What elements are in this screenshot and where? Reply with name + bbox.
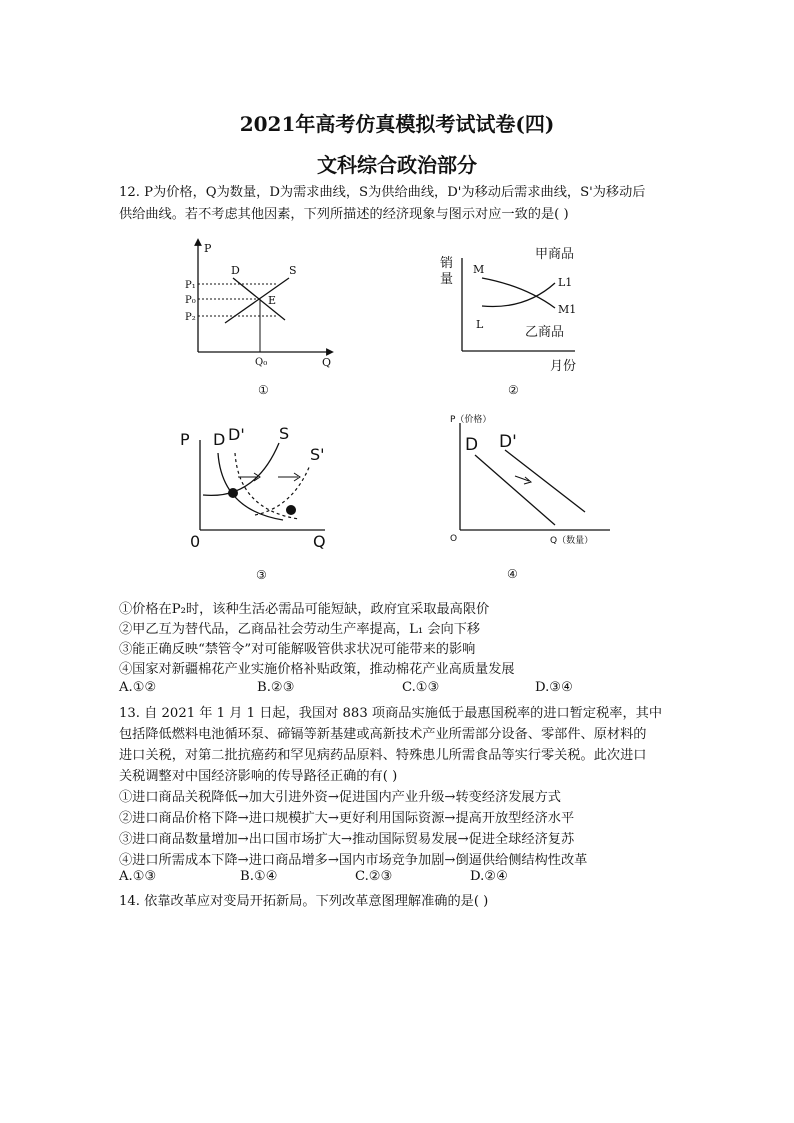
fig1-s-label: S — [289, 264, 297, 277]
fig1-y-label: P — [204, 242, 212, 255]
fig4-curve-d-prime — [505, 450, 585, 512]
figure-2-sales-volume — [440, 238, 615, 400]
fig3-curve-s-prime — [255, 465, 310, 515]
q13-stem-line2: 包括降低燃料电池循环泵、碲镉等新基建或高新技术产业所需部分设备、零部件、原材料的 — [119, 727, 647, 742]
fig1-x-label: Q — [322, 356, 332, 369]
q13-statement-2: ②进口商品价格下降→进口规模扩大→更好利用国际资源→提高开放型经济水平 — [119, 811, 575, 826]
q13-option-d[interactable]: D.②④ — [470, 869, 508, 884]
fig3-caption: ③ — [256, 568, 267, 582]
fig4-d-prime-label: D' — [499, 432, 517, 452]
fig4-x-label: Q（数量） — [550, 536, 594, 546]
fig1-p0-label: P₀ — [185, 295, 196, 306]
fig3-point-1 — [228, 488, 238, 498]
fig2-goods-a: 甲商品 — [535, 247, 575, 262]
q12-option-d[interactable]: D.③④ — [535, 680, 573, 695]
fig3-s-prime-label: S' — [310, 445, 325, 464]
fig1-d-label: D — [231, 264, 240, 277]
fig3-origin: 0 — [190, 532, 201, 551]
q13-statement-1: ①进口商品关税降低→加大引进外资→促进国内产业升级→转变经济发展方式 — [119, 790, 561, 805]
figure-1-supply-demand — [185, 238, 345, 400]
page-subtitle: 文科综合政治部分 — [317, 153, 477, 177]
fig3-x-label: Q — [313, 532, 326, 551]
fig3-d-label: D — [213, 430, 226, 449]
q13-options — [119, 869, 679, 887]
fig2-y-label-2: 量 — [440, 272, 454, 287]
fig3-y-label: P — [180, 430, 190, 449]
q13-option-b[interactable]: B.①④ — [240, 869, 278, 884]
q12-option-b[interactable]: B.②③ — [257, 680, 295, 695]
q12-option-a[interactable]: A.①② — [119, 680, 157, 695]
fig3-s-label: S — [279, 424, 290, 443]
fig3-curve-d — [218, 453, 283, 520]
q13-stem-line1: 13. 自 2021 年 1 月 1 日起，我国对 883 项商品实施低于最惠国税率的进口暂定税率，其中 — [119, 706, 663, 721]
fig2-l-label: L — [476, 318, 484, 331]
fig1-p2-label: P₂ — [185, 312, 196, 323]
fig2-m-label: M — [473, 263, 485, 276]
q13-stem-line4: 关税调整对中国经济影响的传导路径正确的有( ) — [119, 769, 398, 784]
q12-statement-2: ②甲乙互为替代品，乙商品社会劳动生产率提高，L₁ 会向下移 — [119, 622, 481, 637]
q12-stem-line1: 12. P为价格，Q为数量，D为需求曲线，S为供给曲线，D'为移动后需求曲线，S'为移动后 — [119, 185, 646, 200]
fig3-point-2 — [286, 505, 296, 515]
fig4-origin: O — [450, 534, 458, 544]
figure-4-demand-shift — [445, 405, 620, 585]
fig4-d-label: D — [465, 435, 479, 455]
fig1-caption: ① — [258, 383, 269, 397]
q12-option-c[interactable]: C.①③ — [402, 680, 440, 695]
fig2-x-label: 月份 — [550, 359, 577, 374]
fig2-caption: ② — [508, 383, 519, 397]
page-title: 2021年高考仿真模拟考试试卷(四) — [239, 112, 555, 136]
fig1-q0-label: Q₀ — [255, 357, 268, 368]
q13-statement-4: ④进口所需成本下降→进口商品增多→国内市场竞争加剧→倒逼供给侧结构性改革 — [119, 853, 588, 868]
fig2-y-label-1: 销 — [440, 256, 454, 271]
fig2-curve-l — [482, 283, 555, 307]
q12-statement-4: ④国家对新疆棉花产业实施价格补贴政策，推动棉花产业高质量发展 — [119, 662, 515, 677]
fig3-d-prime-label: D' — [228, 425, 245, 444]
fig4-caption: ④ — [507, 567, 518, 581]
q12-statement-3: ③能正确反映“禁管令”对可能解吸管供求状况可能带来的影响 — [119, 642, 476, 657]
q12-options — [119, 680, 679, 698]
q13-statement-3: ③进口商品数量增加→出口国市场扩大→推动国际贸易发展→促进全球经济复苏 — [119, 832, 575, 847]
fig2-m1-label: M1 — [558, 303, 577, 316]
q13-option-c[interactable]: C.②③ — [355, 869, 393, 884]
fig3-curve-s — [203, 443, 279, 495]
fig2-l1-label: L1 — [558, 276, 573, 289]
q12-stem-line2: 供给曲线。若不考虑其他因素，下列所描述的经济现象与图示对应一致的是( ) — [119, 207, 569, 222]
fig1-p1-label: P₁ — [185, 280, 196, 291]
fig4-y-label: P（价格） — [450, 415, 492, 425]
figure-3-curve-shift — [175, 415, 355, 585]
q14-stem: 14. 依靠改革应对变局开拓新局。下列改革意图理解准确的是( ) — [119, 894, 489, 909]
q13-stem-line3: 进口关税，对第二批抗癌药和罕见病药品原料、特殊患儿所需食品等实行零关税。此次进口 — [119, 748, 647, 763]
fig1-e-label: E — [268, 294, 277, 307]
q12-statement-1: ①价格在P₂时，该种生活必需品可能短缺，政府宜采取最高限价 — [119, 602, 490, 617]
q13-option-a[interactable]: A.①③ — [119, 869, 157, 884]
fig2-goods-b: 乙商品 — [525, 325, 565, 340]
fig4-curve-d — [475, 455, 555, 525]
